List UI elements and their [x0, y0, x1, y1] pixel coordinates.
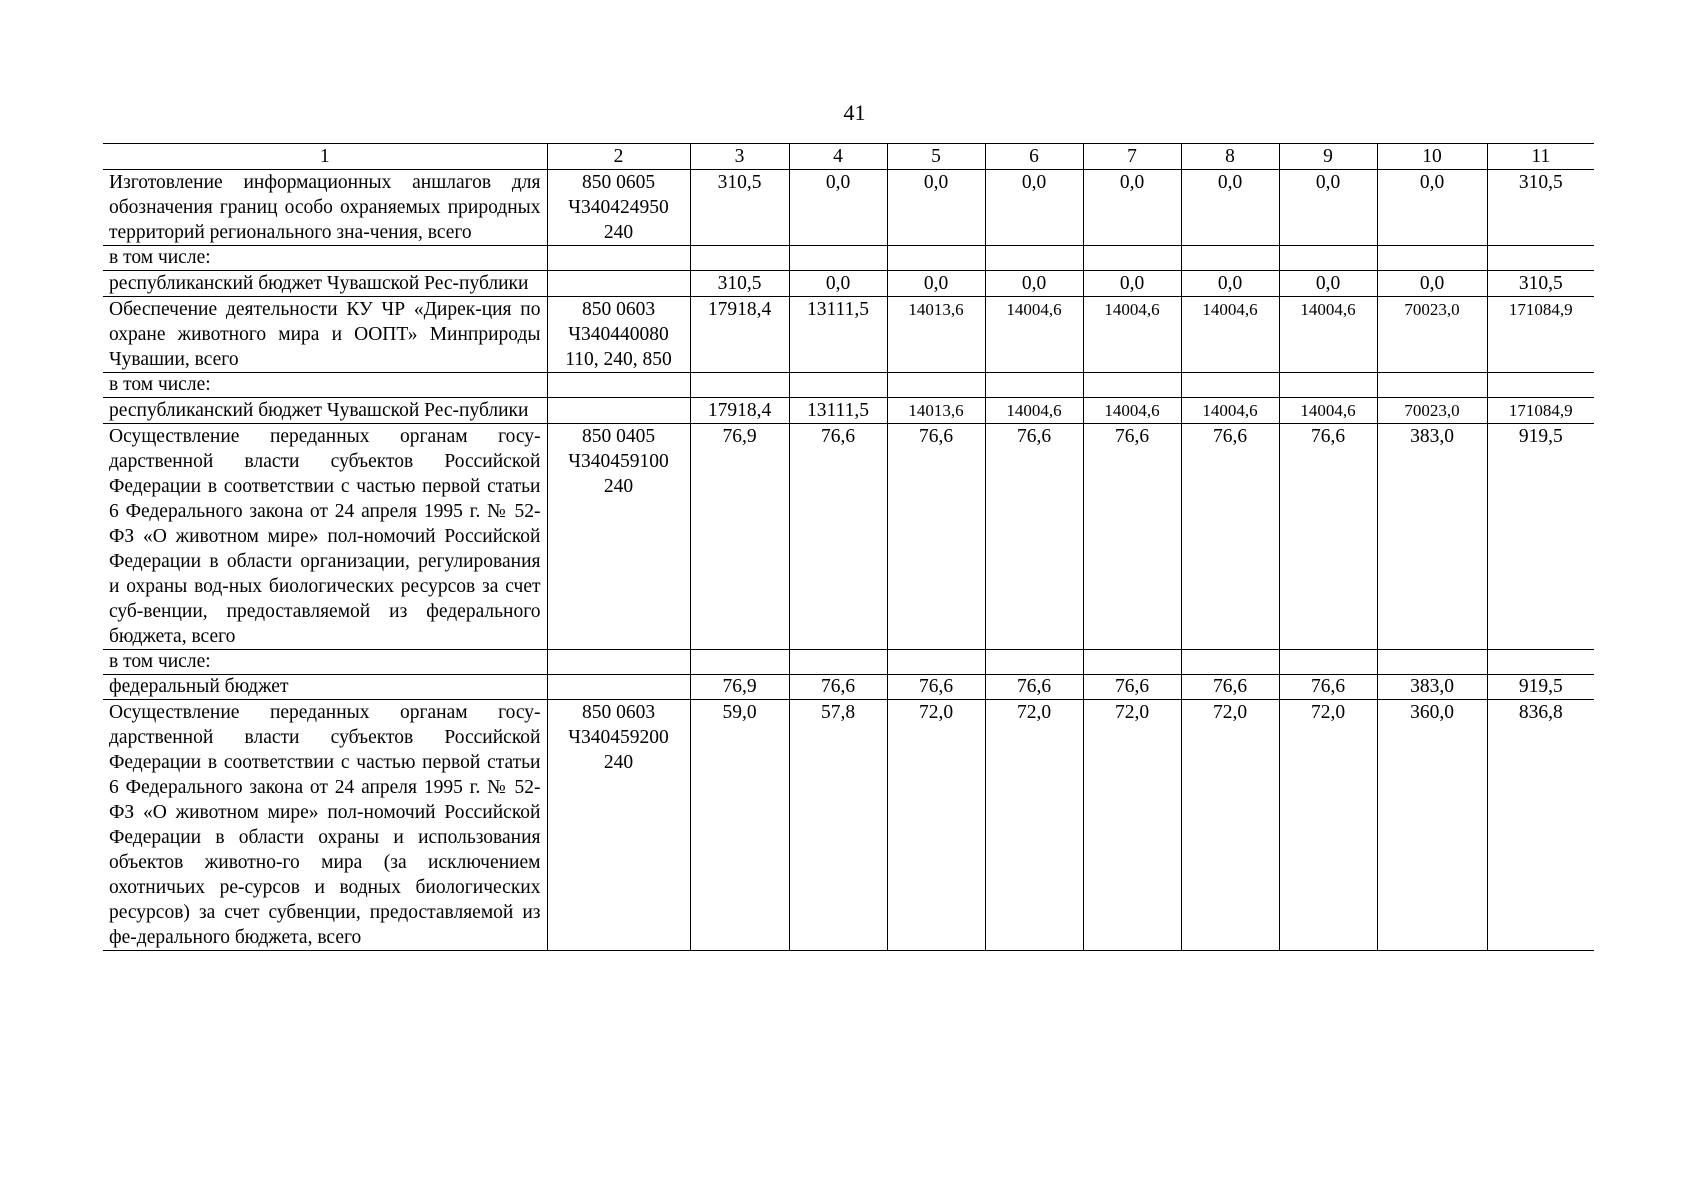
- value-cell: [690, 650, 789, 675]
- value-cell: 14013,6: [887, 297, 985, 373]
- value-cell: [1279, 246, 1377, 271]
- value-cell: 0,0: [1377, 271, 1487, 297]
- value-cell: [789, 650, 887, 675]
- budget-code: 850 0603 Ч340440080 110, 240, 850: [547, 297, 690, 373]
- value-cell: 76,6: [1083, 424, 1181, 650]
- value-cell: 17918,4: [690, 297, 789, 373]
- value-cell: [1083, 650, 1181, 675]
- budget-code: [547, 373, 690, 398]
- budget-code: 850 0405 Ч340459100 240: [547, 424, 690, 650]
- value-cell: 0,0: [887, 271, 985, 297]
- row-name: Обеспечение деятельности КУ ЧР «Дирек-ция по охране животного мира и ООПТ» Минприроды Чувашии, всего: [103, 297, 547, 373]
- column-header: 11: [1487, 144, 1594, 170]
- value-cell: 14004,6: [1181, 398, 1279, 424]
- value-cell: 919,5: [1487, 424, 1594, 650]
- value-cell: 76,9: [690, 675, 789, 700]
- table-row: [103, 246, 1594, 271]
- value-cell: 76,9: [690, 424, 789, 650]
- row-name: республиканский бюджет Чувашской Рес-публики: [103, 398, 547, 424]
- value-cell: [887, 373, 985, 398]
- budget-code: [547, 271, 690, 297]
- value-cell: 14004,6: [1279, 398, 1377, 424]
- column-header: 7: [1083, 144, 1181, 170]
- value-cell: [789, 246, 887, 271]
- value-cell: 14004,6: [1083, 297, 1181, 373]
- row-name: в том числе:: [103, 373, 547, 398]
- value-cell: 14004,6: [1181, 297, 1279, 373]
- value-cell: 17918,4: [690, 398, 789, 424]
- table-row: [103, 700, 1594, 951]
- value-cell: 76,6: [789, 675, 887, 700]
- value-cell: 14004,6: [985, 297, 1083, 373]
- value-cell: 310,5: [1487, 271, 1594, 297]
- column-number-row: [103, 144, 1594, 170]
- value-cell: 0,0: [1181, 271, 1279, 297]
- value-cell: 13111,5: [789, 297, 887, 373]
- value-cell: [1377, 246, 1487, 271]
- value-cell: 72,0: [887, 700, 985, 951]
- row-name: федеральный бюджет: [103, 675, 547, 700]
- value-cell: [1083, 373, 1181, 398]
- value-cell: 76,6: [1181, 424, 1279, 650]
- value-cell: [1487, 246, 1594, 271]
- value-cell: 76,6: [985, 675, 1083, 700]
- value-cell: 59,0: [690, 700, 789, 951]
- value-cell: [1181, 650, 1279, 675]
- value-cell: [1083, 246, 1181, 271]
- value-cell: [1377, 373, 1487, 398]
- column-header: 4: [789, 144, 887, 170]
- budget-code: [547, 650, 690, 675]
- table-row: [103, 170, 1594, 246]
- budget-code: 850 0603 Ч340459200 240: [547, 700, 690, 951]
- value-cell: 310,5: [1487, 170, 1594, 246]
- table-row: [103, 297, 1594, 373]
- value-cell: [887, 650, 985, 675]
- value-cell: 76,6: [789, 424, 887, 650]
- value-cell: 70023,0: [1377, 398, 1487, 424]
- value-cell: 383,0: [1377, 424, 1487, 650]
- value-cell: [789, 373, 887, 398]
- value-cell: [690, 373, 789, 398]
- column-header: 3: [690, 144, 789, 170]
- column-header: 1: [103, 144, 547, 170]
- table-row: [103, 424, 1594, 650]
- value-cell: [1377, 650, 1487, 675]
- table-row: [103, 373, 1594, 398]
- value-cell: 0,0: [789, 170, 887, 246]
- value-cell: 72,0: [1181, 700, 1279, 951]
- row-name: в том числе:: [103, 246, 547, 271]
- value-cell: 919,5: [1487, 675, 1594, 700]
- value-cell: [1279, 650, 1377, 675]
- value-cell: 14004,6: [1083, 398, 1181, 424]
- value-cell: 0,0: [1279, 271, 1377, 297]
- column-header: 5: [887, 144, 985, 170]
- value-cell: 0,0: [1083, 170, 1181, 246]
- column-header: 6: [985, 144, 1083, 170]
- value-cell: 0,0: [1377, 170, 1487, 246]
- value-cell: 14013,6: [887, 398, 985, 424]
- value-cell: 14004,6: [1279, 297, 1377, 373]
- value-cell: 72,0: [1279, 700, 1377, 951]
- row-name: в том числе:: [103, 650, 547, 675]
- value-cell: 310,5: [690, 170, 789, 246]
- value-cell: 70023,0: [1377, 297, 1487, 373]
- value-cell: 76,6: [887, 675, 985, 700]
- budget-code: [547, 675, 690, 700]
- column-header: 8: [1181, 144, 1279, 170]
- value-cell: 0,0: [985, 170, 1083, 246]
- value-cell: 0,0: [985, 271, 1083, 297]
- row-name: Осуществление переданных органам госу-дарственной власти субъектов Российской Федерации в соответствии с частью первой статьи 6 Федерального закона от 24 апреля 1995 г. № 52-ФЗ «О животном мире» пол-номочий Российской Федерации в области организации, регулирования и охраны вод-ных биологических ресурсов за счет суб-венции, предоставляемой из федерального бюджета, всего: [103, 424, 547, 650]
- value-cell: [887, 246, 985, 271]
- budget-code: [547, 398, 690, 424]
- value-cell: 836,8: [1487, 700, 1594, 951]
- row-name: Осуществление переданных органам госу-дарственной власти субъектов Российской Федерации в соответствии с частью первой статьи 6 Федерального закона от 24 апреля 1995 г. № 52-ФЗ «О животном мире» пол-номочий Российской Федерации в области охраны и использования объектов животно-го мира (за исключением охотничьих ре-сурсов и водных биологических ресурсов) за счет субвенции, предоставляемой из фе-дерального бюджета, всего: [103, 700, 547, 951]
- table-row: [103, 271, 1594, 297]
- value-cell: 57,8: [789, 700, 887, 951]
- value-cell: 0,0: [789, 271, 887, 297]
- value-cell: 171084,9: [1487, 398, 1594, 424]
- value-cell: [985, 246, 1083, 271]
- value-cell: [985, 373, 1083, 398]
- row-name: республиканский бюджет Чувашской Рес-публики: [103, 271, 547, 297]
- value-cell: 76,6: [985, 424, 1083, 650]
- table-row: [103, 650, 1594, 675]
- value-cell: [985, 650, 1083, 675]
- value-cell: 0,0: [1083, 271, 1181, 297]
- value-cell: 14004,6: [985, 398, 1083, 424]
- column-header: 9: [1279, 144, 1377, 170]
- value-cell: 0,0: [1279, 170, 1377, 246]
- row-name: Изготовление информационных аншлагов для обозначения границ особо охраняемых природных территорий регионального зна-чения, всего: [103, 170, 547, 246]
- value-cell: 310,5: [690, 271, 789, 297]
- value-cell: 13111,5: [789, 398, 887, 424]
- page-number: 41: [843, 100, 866, 125]
- value-cell: 0,0: [1181, 170, 1279, 246]
- value-cell: 76,6: [887, 424, 985, 650]
- budget-code: [547, 246, 690, 271]
- value-cell: 171084,9: [1487, 297, 1594, 373]
- budget-code: 850 0605 Ч340424950 240: [547, 170, 690, 246]
- budget-table: [103, 143, 1594, 951]
- value-cell: 0,0: [887, 170, 985, 246]
- value-cell: 76,6: [1279, 675, 1377, 700]
- value-cell: 76,6: [1083, 675, 1181, 700]
- value-cell: [690, 246, 789, 271]
- table-row: [103, 675, 1594, 700]
- value-cell: 72,0: [985, 700, 1083, 951]
- value-cell: [1487, 650, 1594, 675]
- value-cell: 383,0: [1377, 675, 1487, 700]
- value-cell: [1181, 373, 1279, 398]
- column-header: 2: [547, 144, 690, 170]
- table-row: [103, 398, 1594, 424]
- column-header: 10: [1377, 144, 1487, 170]
- value-cell: [1279, 373, 1377, 398]
- value-cell: [1487, 373, 1594, 398]
- value-cell: 72,0: [1083, 700, 1181, 951]
- value-cell: 76,6: [1279, 424, 1377, 650]
- value-cell: [1181, 246, 1279, 271]
- value-cell: 360,0: [1377, 700, 1487, 951]
- value-cell: 76,6: [1181, 675, 1279, 700]
